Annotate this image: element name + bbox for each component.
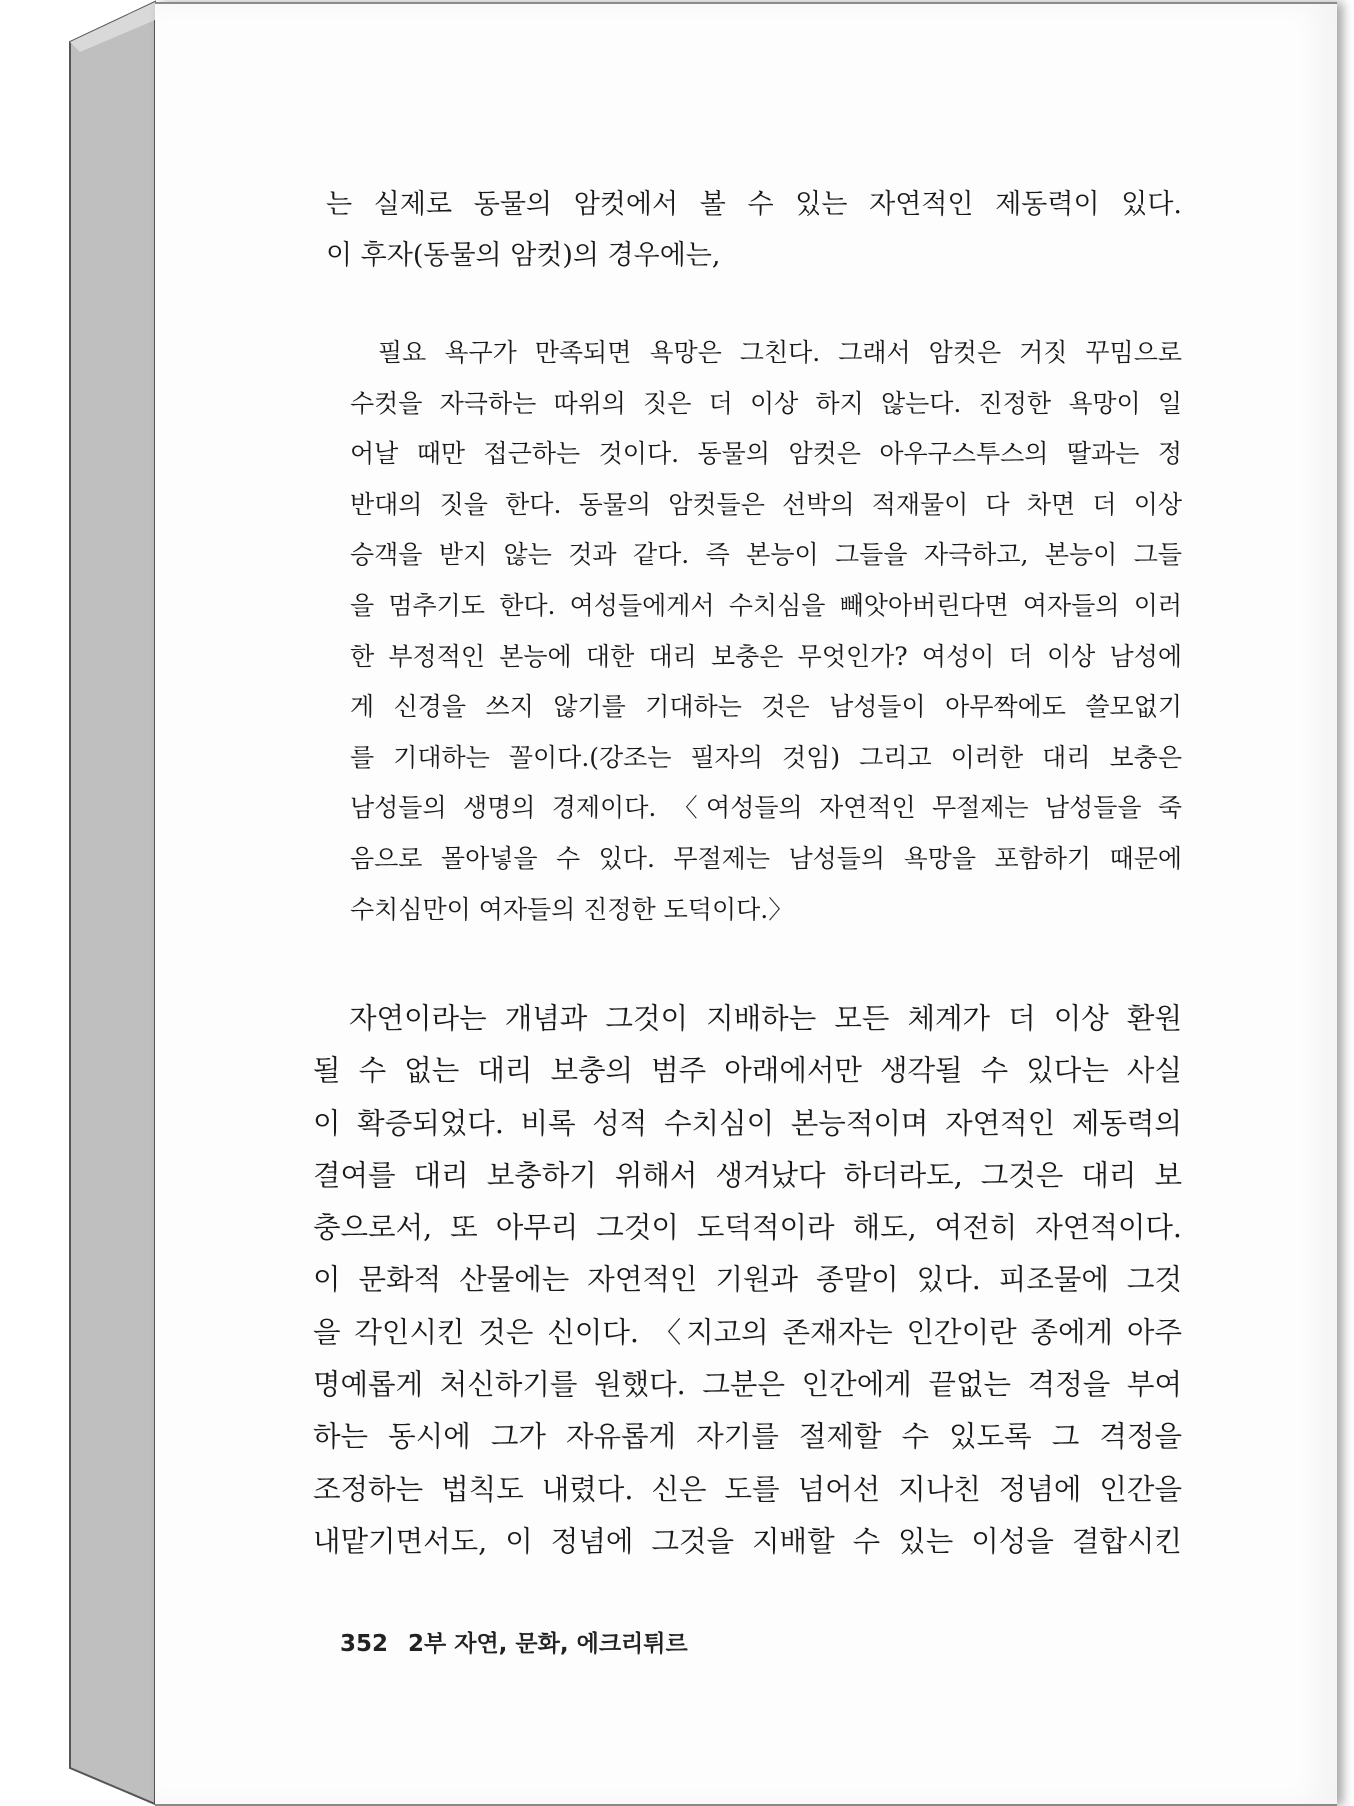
book-spine-edge — [0, 0, 160, 1806]
text-line: 남성들의 생명의 경제이다. 〈여성들의 자연적인 무절제는 남성들을 죽 — [350, 793, 1182, 823]
text-line: 반대의 짓을 한다. 동물의 암컷들은 선박의 적재물이 다 차면 더 이상 — [350, 489, 1182, 519]
text-line: 내맡기면서도, 이 정념에 그것을 지배할 수 있는 이성을 결합시킨 — [313, 1524, 1182, 1558]
paragraph-bottom — [313, 993, 1182, 1568]
text-line: 어날 때만 접근하는 것이다. 동물의 암컷은 아우구스투스의 딸과는 정 — [350, 439, 1182, 469]
text-line: 를 기대하는 꼴이다.(강조는 필자의 것임) 그리고 이러한 대리 보충은 — [350, 742, 1182, 772]
text-line: 을 각인시킨 것은 신이다. 〈지고의 존재자는 인간이란 종에게 아주 — [313, 1315, 1182, 1349]
text-line: 수치심만이 여자들의 진정한 도덕이다.〉 — [350, 894, 794, 924]
text-line: 충으로서, 또 아무리 그것이 도덕적이라 해도, 여전히 자연적이다. — [313, 1211, 1182, 1245]
text-line: 이 확증되었다. 비록 성적 수치심이 본능적이며 자연적인 제동력의 — [313, 1106, 1182, 1140]
text-line: 는 실제로 동물의 암컷에서 볼 수 있는 자연적인 제동력이 있다. — [326, 189, 1182, 220]
text-line: 게 신경을 쓰지 않기를 기대하는 것은 남성들이 아무짝에도 쓸모없기 — [350, 692, 1182, 722]
text-line: 하는 동시에 그가 자유롭게 자기를 절제할 수 있도록 그 격정을 — [313, 1420, 1182, 1454]
text-line: 될 수 없는 대리 보충의 범주 아래에서만 생각될 수 있다는 사실 — [313, 1054, 1182, 1088]
text-line: 결여를 대리 보충하기 위해서 생겨났다 하더라도, 그것은 대리 보 — [313, 1158, 1182, 1192]
text-line: 자연이라는 개념과 그것이 지배하는 모든 체계가 더 이상 환원 — [349, 1002, 1182, 1035]
text-line: 이 후자(동물의 암컷)의 경우에는, — [326, 239, 721, 271]
page-number: 352 — [340, 1631, 389, 1657]
page-footer — [340, 1625, 688, 1658]
text-line: 이 문화적 산물에는 자연적인 기원과 종말이 있다. 피조물에 그것 — [313, 1263, 1182, 1297]
text-line: 수컷을 자극하는 따위의 짓은 더 이상 하지 않는다. 진정한 욕망이 일 — [350, 388, 1182, 418]
text-line: 음으로 몰아넣을 수 있다. 무절제는 남성들의 욕망을 포함하기 때문에 — [350, 843, 1182, 873]
text-line: 을 멈추기도 한다. 여성들에게서 수치심을 빼앗아버린다면 여자들의 이러 — [350, 590, 1182, 620]
text-line: 한 부정적인 본능에 대한 대리 보충은 무엇인가? 여성이 더 이상 남성에 — [350, 641, 1182, 671]
text-line: 명예롭게 처신하기를 원했다. 그분은 인간에게 끝없는 격정을 부여 — [313, 1368, 1182, 1402]
text-line: 승객을 받지 않는 것과 같다. 즉 본능이 그들을 자극하고, 본능이 그들 — [350, 540, 1182, 570]
text-line: 필요 욕구가 만족되면 욕망은 그친다. 그래서 암컷은 거짓 꾸밈으로 — [378, 338, 1182, 367]
running-title: 2부 자연, 문화, 에크리튀르 — [408, 1631, 688, 1657]
paragraph-top — [326, 180, 1182, 281]
text-line: 조정하는 법칙도 내렸다. 신은 도를 넘어선 지나친 정념에 인간을 — [313, 1472, 1182, 1506]
block-quote — [350, 328, 1182, 935]
